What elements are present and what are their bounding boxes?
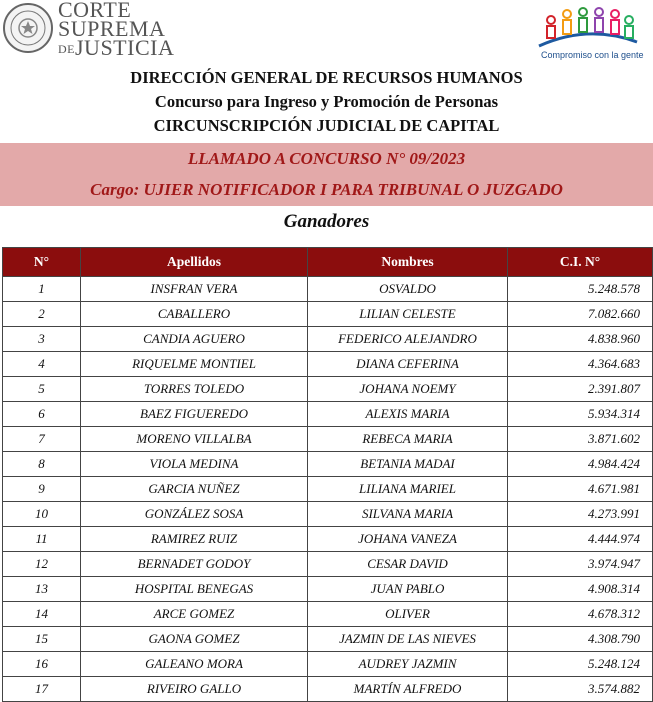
title-direccion: DIRECCIÓN GENERAL DE RECURSOS HUMANOS <box>130 68 523 87</box>
cell-number: 14 <box>3 602 81 627</box>
cell-ci: 3.871.602 <box>508 427 653 452</box>
cell-ci: 4.908.314 <box>508 577 653 602</box>
header-number: N° <box>3 248 81 277</box>
cell-number: 15 <box>3 627 81 652</box>
cell-number: 11 <box>3 527 81 552</box>
cell-nombres: JOHANA VANEZA <box>308 527 508 552</box>
table-row <box>3 352 653 377</box>
cell-apellidos: TORRES TOLEDO <box>81 377 308 402</box>
cell-apellidos: GARCIA NUÑEZ <box>81 477 308 502</box>
cell-ci: 4.364.683 <box>508 352 653 377</box>
cell-ci: 4.308.790 <box>508 627 653 652</box>
cell-number: 10 <box>3 502 81 527</box>
cell-number: 2 <box>3 302 81 327</box>
table-row <box>3 527 653 552</box>
cell-number: 7 <box>3 427 81 452</box>
cell-apellidos: VIOLA MEDINA <box>81 452 308 477</box>
table-row <box>3 677 653 702</box>
cell-ci: 4.838.960 <box>508 327 653 352</box>
cell-ci: 4.671.981 <box>508 477 653 502</box>
table-header-row <box>3 248 653 277</box>
compromiso-logo <box>533 4 643 64</box>
table-row <box>3 602 653 627</box>
court-seal-icon <box>2 2 54 54</box>
people-group-icon <box>533 4 643 50</box>
table-row <box>3 277 653 302</box>
table-body <box>3 277 653 702</box>
cell-apellidos: CABALLERO <box>81 302 308 327</box>
cell-apellidos: GALEANO MORA <box>81 652 308 677</box>
cell-ci: 5.248.578 <box>508 277 653 302</box>
winners-table <box>2 247 653 702</box>
cell-apellidos: INSFRAN VERA <box>81 277 308 302</box>
cell-apellidos: RAMIREZ RUIZ <box>81 527 308 552</box>
cell-apellidos: RIQUELME MONTIEL <box>81 352 308 377</box>
winners-heading: Ganadores <box>283 211 370 232</box>
logo-line-justicia: DEJUSTICIA <box>58 35 175 60</box>
logo-line-corte: CORTE <box>58 0 132 22</box>
cell-apellidos: HOSPITAL BENEGAS <box>81 577 308 602</box>
logo-de: DE <box>58 42 75 56</box>
cell-nombres: JUAN PABLO <box>308 577 508 602</box>
table-row <box>3 427 653 452</box>
cell-number: 13 <box>3 577 81 602</box>
cell-apellidos: MORENO VILLALBA <box>81 427 308 452</box>
table-row <box>3 302 653 327</box>
table-row <box>3 552 653 577</box>
cell-ci: 3.974.947 <box>508 552 653 577</box>
cell-number: 5 <box>3 377 81 402</box>
page-header <box>0 0 653 66</box>
title-circunscripcion: CIRCUNSCRIPCIÓN JUDICIAL DE CAPITAL <box>153 116 500 135</box>
cell-ci: 5.934.314 <box>508 402 653 427</box>
cell-ci: 4.678.312 <box>508 602 653 627</box>
cell-apellidos: RIVEIRO GALLO <box>81 677 308 702</box>
cell-nombres: OSVALDO <box>308 277 508 302</box>
table-row <box>3 502 653 527</box>
banner-cargo: Cargo: UJIER NOTIFICADOR I PARA TRIBUNAL O JUZGADO <box>90 180 563 199</box>
cell-nombres: CESAR DAVID <box>308 552 508 577</box>
table-row <box>3 402 653 427</box>
cell-nombres: FEDERICO ALEJANDRO <box>308 327 508 352</box>
cell-number: 6 <box>3 402 81 427</box>
table-row <box>3 452 653 477</box>
cell-apellidos: GONZÁLEZ SOSA <box>81 502 308 527</box>
cell-apellidos: CANDIA AGUERO <box>81 327 308 352</box>
contest-banner <box>0 143 653 206</box>
cell-nombres: JAZMIN DE LAS NIEVES <box>308 627 508 652</box>
cell-number: 17 <box>3 677 81 702</box>
cell-number: 9 <box>3 477 81 502</box>
cell-nombres: JOHANA NOEMY <box>308 377 508 402</box>
cell-number: 8 <box>3 452 81 477</box>
cell-ci: 3.574.882 <box>508 677 653 702</box>
cell-ci: 7.082.660 <box>508 302 653 327</box>
cell-nombres: MARTÍN ALFREDO <box>308 677 508 702</box>
cell-nombres: BETANIA MADAI <box>308 452 508 477</box>
header-apellidos: Apellidos <box>81 248 308 277</box>
table-row <box>3 327 653 352</box>
cell-nombres: LILIANA MARIEL <box>308 477 508 502</box>
document-titles <box>0 66 653 138</box>
cell-apellidos: BAEZ FIGUEREDO <box>81 402 308 427</box>
header-ci: C.I. N° <box>508 248 653 277</box>
table-row <box>3 627 653 652</box>
cell-number: 16 <box>3 652 81 677</box>
header-nombres: Nombres <box>308 248 508 277</box>
cell-number: 1 <box>3 277 81 302</box>
cell-nombres: LILIAN CELESTE <box>308 302 508 327</box>
cell-ci: 2.391.807 <box>508 377 653 402</box>
table-row <box>3 577 653 602</box>
cell-apellidos: BERNADET GODOY <box>81 552 308 577</box>
table-row <box>3 377 653 402</box>
logo-tagline: Compromiso con la gente <box>541 50 644 60</box>
cell-number: 12 <box>3 552 81 577</box>
cell-nombres: DIANA CEFERINA <box>308 352 508 377</box>
cell-ci: 4.984.424 <box>508 452 653 477</box>
cell-nombres: REBECA MARIA <box>308 427 508 452</box>
cell-nombres: ALEXIS MARIA <box>308 402 508 427</box>
cell-number: 4 <box>3 352 81 377</box>
logo-line-suprema: SUPREMA <box>58 16 166 41</box>
court-logo-text <box>58 0 174 59</box>
cell-ci: 4.444.974 <box>508 527 653 552</box>
cell-nombres: AUDREY JAZMIN <box>308 652 508 677</box>
table-row <box>3 652 653 677</box>
cell-ci: 4.273.991 <box>508 502 653 527</box>
cell-apellidos: GAONA GOMEZ <box>81 627 308 652</box>
title-concurso: Concurso para Ingreso y Promoción de Personas <box>154 92 499 111</box>
table-row <box>3 477 653 502</box>
banner-llamado: LLAMADO A CONCURSO N° 09/2023 <box>187 149 466 168</box>
cell-ci: 5.248.124 <box>508 652 653 677</box>
cell-nombres: SILVANA MARIA <box>308 502 508 527</box>
cell-apellidos: ARCE GOMEZ <box>81 602 308 627</box>
cell-number: 3 <box>3 327 81 352</box>
cell-nombres: OLIVER <box>308 602 508 627</box>
